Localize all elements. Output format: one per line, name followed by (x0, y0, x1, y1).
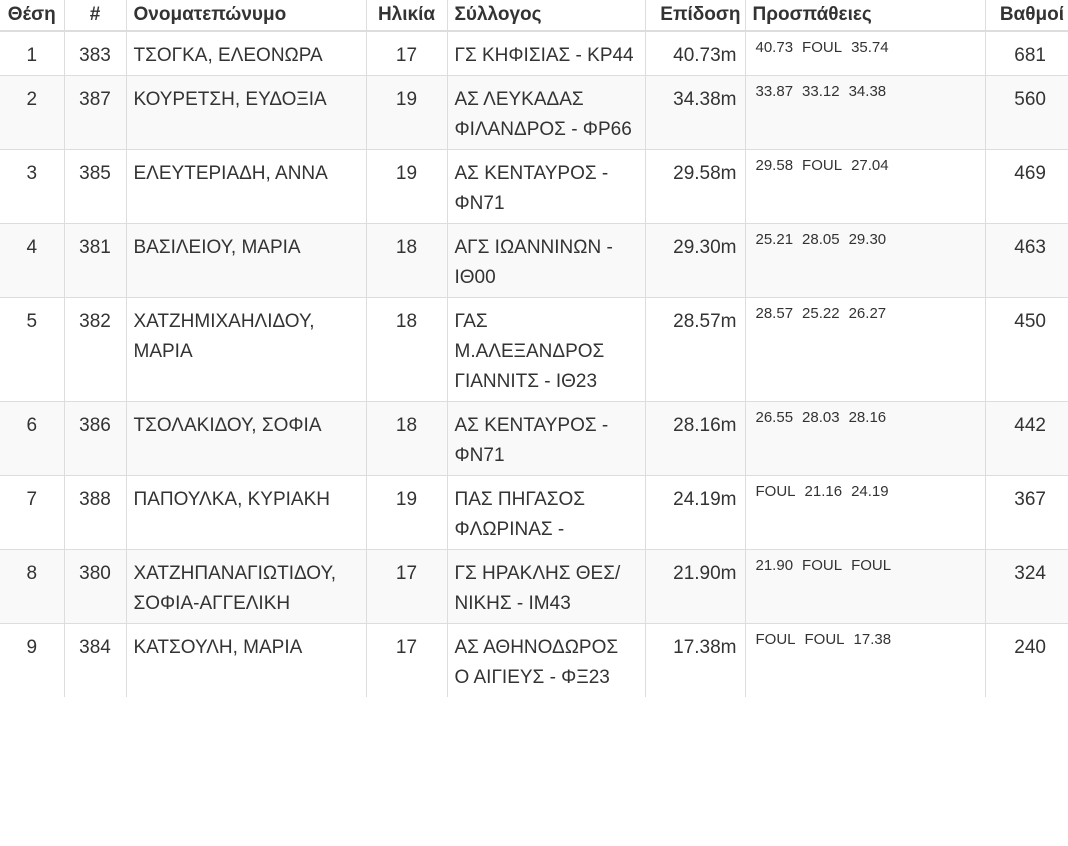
table-row (0, 402, 1068, 476)
age-cell: 17 (366, 624, 447, 698)
age-cell: 17 (366, 550, 447, 624)
place-cell: 8 (0, 550, 64, 624)
athlete-name-cell: ΠΑΠΟΥΛΚΑ, ΚΥΡΙΑΚΗ (126, 476, 366, 550)
header-mark[interactable]: Επίδοση (645, 0, 745, 31)
bib-cell: 382 (64, 298, 126, 402)
attempt-value: FOUL (851, 557, 892, 574)
bib-cell: 385 (64, 150, 126, 224)
points-cell: 681 (985, 31, 1068, 76)
attempts-cell (745, 402, 985, 476)
athlete-name-cell: ΧΑΤΖΗΠΑΝΑΓΙΩΤΙΔΟΥ, ΣΟΦΙΑ-ΑΓΓΕΛΙΚΗ (126, 550, 366, 624)
table-row (0, 550, 1068, 624)
attempt-value: 35.74 (851, 39, 889, 56)
place-cell: 3 (0, 150, 64, 224)
points-cell: 442 (985, 402, 1068, 476)
age-cell: 18 (366, 224, 447, 298)
attempt-value: 33.87 (755, 83, 794, 100)
bib-cell: 384 (64, 624, 126, 698)
club-cell: ΠΑΣ ΠΗΓΑΣΟΣ ΦΛΩΡΙΝΑΣ - (447, 476, 645, 550)
club-cell: ΑΣ ΚΕΝΤΑΥΡΟΣ - ΦΝ71 (447, 402, 645, 476)
attempt-value: 26.27 (848, 305, 887, 322)
header-bib[interactable]: # (64, 0, 126, 31)
attempt-value: 21.90 (755, 557, 794, 574)
attempt-value: 17.38 (853, 631, 892, 648)
points-cell: 240 (985, 624, 1068, 698)
athlete-name-cell: ΚΑΤΣΟΥΛΗ, ΜΑΡΙΑ (126, 624, 366, 698)
points-cell: 469 (985, 150, 1068, 224)
header-row (0, 0, 1068, 31)
points-cell: 450 (985, 298, 1068, 402)
bib-cell: 380 (64, 550, 126, 624)
attempts-cell (745, 298, 985, 402)
place-cell: 9 (0, 624, 64, 698)
attempt-value: FOUL (804, 631, 845, 648)
mark-cell: 28.57m (645, 298, 745, 402)
bib-cell: 388 (64, 476, 126, 550)
table-row (0, 298, 1068, 402)
attempts-cell (745, 224, 985, 298)
club-cell: ΓΣ ΗΡΑΚΛΗΣ ΘΕΣ/ΝΙΚΗΣ - ΙΜ43 (447, 550, 645, 624)
place-cell: 7 (0, 476, 64, 550)
points-cell: 324 (985, 550, 1068, 624)
place-cell: 5 (0, 298, 64, 402)
athlete-name-cell: ΤΣΟΓΚΑ, ΕΛΕΟΝΩΡΑ (126, 31, 366, 76)
header-name[interactable]: Ονοματεπώνυμο (126, 0, 366, 31)
attempt-value: 40.73 (755, 39, 794, 56)
table-row (0, 624, 1068, 698)
header-club[interactable]: Σύλλογος (447, 0, 645, 31)
attempt-value: 26.55 (755, 409, 794, 426)
age-cell: 18 (366, 298, 447, 402)
place-cell: 4 (0, 224, 64, 298)
club-cell: ΑΣ ΛΕΥΚΑΔΑΣ ΦΙΛΑΝΔΡΟΣ - ΦΡ66 (447, 76, 645, 150)
mark-cell: 17.38m (645, 624, 745, 698)
mark-cell: 21.90m (645, 550, 745, 624)
attempt-value: 34.38 (848, 83, 887, 100)
attempts-cell (745, 624, 985, 698)
table-row (0, 150, 1068, 224)
attempt-value: FOUL (802, 39, 843, 56)
attempt-value: 21.16 (804, 483, 843, 500)
header-points[interactable]: Βαθμοί (985, 0, 1068, 31)
attempt-value: 28.05 (802, 231, 840, 248)
place-cell: 6 (0, 402, 64, 476)
mark-cell: 29.58m (645, 150, 745, 224)
attempts-cell (745, 76, 985, 150)
attempt-value: 25.21 (755, 231, 794, 248)
points-cell: 367 (985, 476, 1068, 550)
attempt-value: 29.58 (755, 157, 794, 174)
age-cell: 19 (366, 150, 447, 224)
attempt-value: 28.03 (802, 409, 840, 426)
header-age[interactable]: Ηλικία (366, 0, 447, 31)
club-cell: ΑΣ ΚΕΝΤΑΥΡΟΣ - ΦΝ71 (447, 150, 645, 224)
table-row (0, 476, 1068, 550)
athlete-name-cell: ΒΑΣΙΛΕΙΟΥ, ΜΑΡΙΑ (126, 224, 366, 298)
age-cell: 19 (366, 476, 447, 550)
attempt-value: 25.22 (802, 305, 840, 322)
table-row (0, 76, 1068, 150)
age-cell: 18 (366, 402, 447, 476)
attempt-value: 27.04 (851, 157, 889, 174)
mark-cell: 34.38m (645, 76, 745, 150)
mark-cell: 40.73m (645, 31, 745, 76)
mark-cell: 28.16m (645, 402, 745, 476)
place-cell: 1 (0, 31, 64, 76)
attempt-value: 33.12 (802, 83, 840, 100)
attempt-value: FOUL (755, 483, 796, 500)
attempt-value: FOUL (802, 557, 843, 574)
attempts-cell (745, 550, 985, 624)
attempts-cell (745, 31, 985, 76)
attempt-value: 28.16 (848, 409, 887, 426)
club-cell: ΓΑΣ Μ.ΑΛΕΞΑΝΔΡΟΣ ΓΙΑΝΝΙΤΣ - ΙΘ23 (447, 298, 645, 402)
bib-cell: 383 (64, 31, 126, 76)
athlete-name-cell: ΚΟΥΡΕΤΣΗ, ΕΥΔΟΞΙΑ (126, 76, 366, 150)
age-cell: 17 (366, 31, 447, 76)
attempt-value: 28.57 (755, 305, 794, 322)
attempts-cell (745, 150, 985, 224)
club-cell: ΑΣ ΑΘΗΝΟΔΩΡΟΣ Ο ΑΙΓΙΕΥΣ - ΦΞ23 (447, 624, 645, 698)
mark-cell: 24.19m (645, 476, 745, 550)
attempt-value: 29.30 (848, 231, 887, 248)
table-row (0, 31, 1068, 76)
bib-cell: 381 (64, 224, 126, 298)
athlete-name-cell: ΤΣΟΛΑΚΙΔΟΥ, ΣΟΦΙΑ (126, 402, 366, 476)
club-cell: ΑΓΣ ΙΩΑΝΝΙΝΩΝ - ΙΘ00 (447, 224, 645, 298)
header-place[interactable]: Θέση (0, 0, 64, 31)
attempts-cell (745, 476, 985, 550)
mark-cell: 29.30m (645, 224, 745, 298)
attempt-value: FOUL (755, 631, 796, 648)
athlete-name-cell: ΕΛΕΥΤΕΡΙΑΔΗ, ΑΝΝΑ (126, 150, 366, 224)
bib-cell: 387 (64, 76, 126, 150)
attempt-value: 24.19 (851, 483, 889, 500)
table-row (0, 224, 1068, 298)
header-attempts[interactable]: Προσπάθειες (745, 0, 985, 31)
attempt-value: FOUL (802, 157, 843, 174)
points-cell: 463 (985, 224, 1068, 298)
place-cell: 2 (0, 76, 64, 150)
age-cell: 19 (366, 76, 447, 150)
points-cell: 560 (985, 76, 1068, 150)
club-cell: ΓΣ ΚΗΦΙΣΙΑΣ - ΚΡ44 (447, 31, 645, 76)
athlete-name-cell: ΧΑΤΖΗΜΙΧΑΗΛΙΔΟΥ, ΜΑΡΙΑ (126, 298, 366, 402)
bib-cell: 386 (64, 402, 126, 476)
